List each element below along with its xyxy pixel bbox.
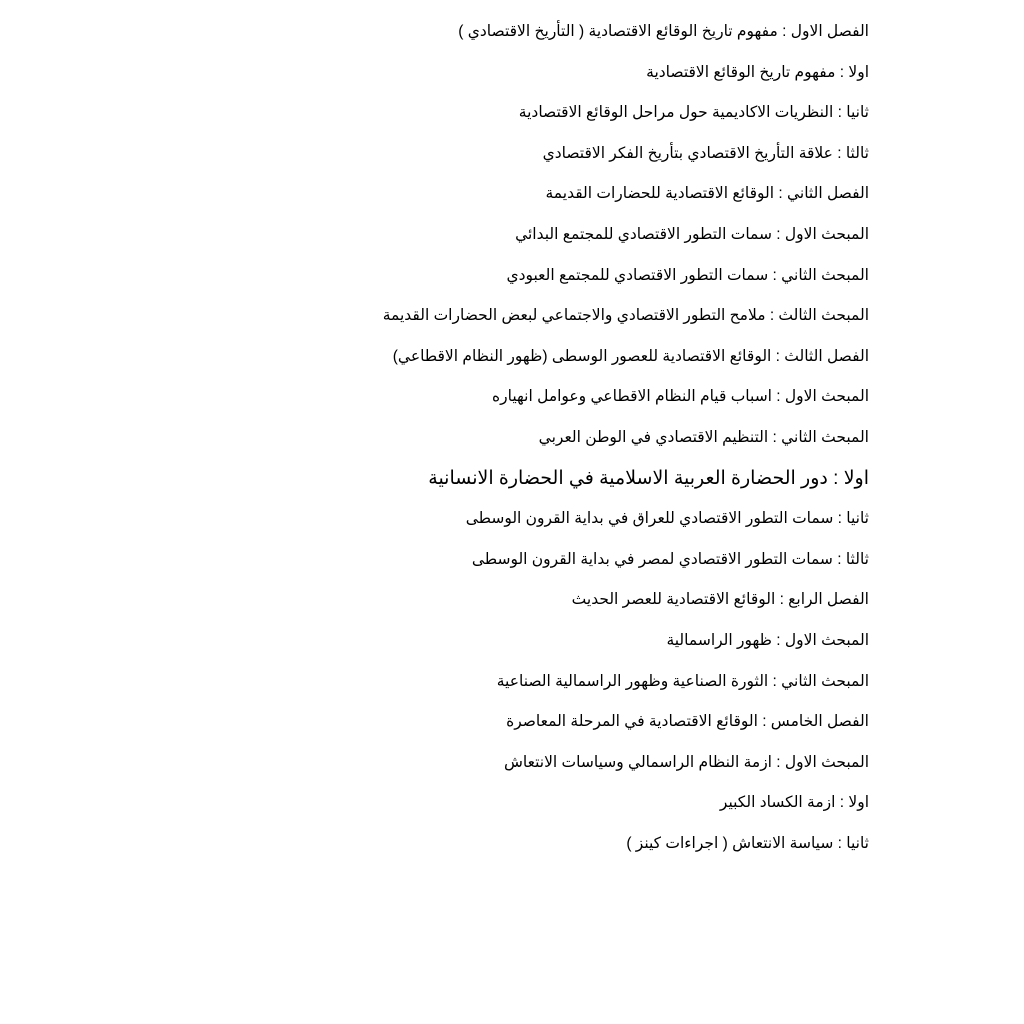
toc-entry: الفصل الثاني : الوقائع الاقتصادية للحضارات القديمة: [545, 185, 869, 203]
toc-entry: المبحث الاول : ظهور الراسمالية: [666, 631, 869, 649]
toc-entry: المبحث الاول : سمات التطور الاقتصادي للمجتمع البدائي: [515, 225, 869, 243]
toc-entry: المبحث الثاني : الثورة الصناعية وظهور الراسمالية الصناعية: [496, 672, 869, 690]
toc-entry: ثالثا : علاقة التأريخ الاقتصادي بتأريخ الفكر الاقتصادي: [542, 144, 869, 162]
toc-entry: ثانيا : سمات التطور الاقتصادي للعراق في بداية القرون الوسطى: [465, 510, 869, 528]
toc-entry: الفصل الاول : مفهوم تاريخ الوقائع الاقتصادية ( التأريخ الاقتصادي ): [458, 23, 869, 40]
toc-entry: الفصل الرابع : الوقائع الاقتصادية للعصر الحديث: [571, 591, 869, 609]
toc-entry: ثانيا : النظريات الاكاديمية حول مراحل الوقائع الاقتصادية: [518, 104, 869, 122]
toc-entry: اولا : دور الحضارة العربية الاسلامية في الحضارة الانسانية: [428, 467, 869, 489]
toc-entry: الفصل الثالث : الوقائع الاقتصادية للعصور الوسطى (ظهور النظام الاقطاعي): [392, 347, 869, 365]
toc-entry: اولا : ازمة الكساد الكبير: [719, 794, 869, 812]
toc-entry: اولا : مفهوم تاريخ الوقائع الاقتصادية: [646, 63, 869, 81]
toc-entry: الفصل الخامس : الوقائع الاقتصادية في المرحلة المعاصرة: [506, 713, 869, 731]
toc-entry: ثالثا : سمات التطور الاقتصادي لمصر في بداية القرون الوسطى: [471, 550, 869, 568]
toc-entry: المبحث الثاني : التنظيم الاقتصادي في الوطن العربي: [538, 428, 869, 446]
toc-entry: ثانيا : سياسة الانتعاش ( اجراءات كينز ): [626, 834, 869, 852]
toc-entry: المبحث الثاني : سمات التطور الاقتصادي للمجتمع العبودي: [506, 266, 869, 284]
toc-entry: المبحث الاول : ازمة النظام الراسمالي وسياسات الانتعاش: [503, 753, 869, 771]
table-of-contents: [9, 16, 869, 868]
toc-entry: المبحث الاول : اسباب قيام النظام الاقطاعي وعوامل انهياره: [492, 388, 869, 406]
toc-entry: المبحث الثالث : ملامح التطور الاقتصادي والاجتماعي لبعض الحضارات القديمة: [382, 307, 869, 325]
